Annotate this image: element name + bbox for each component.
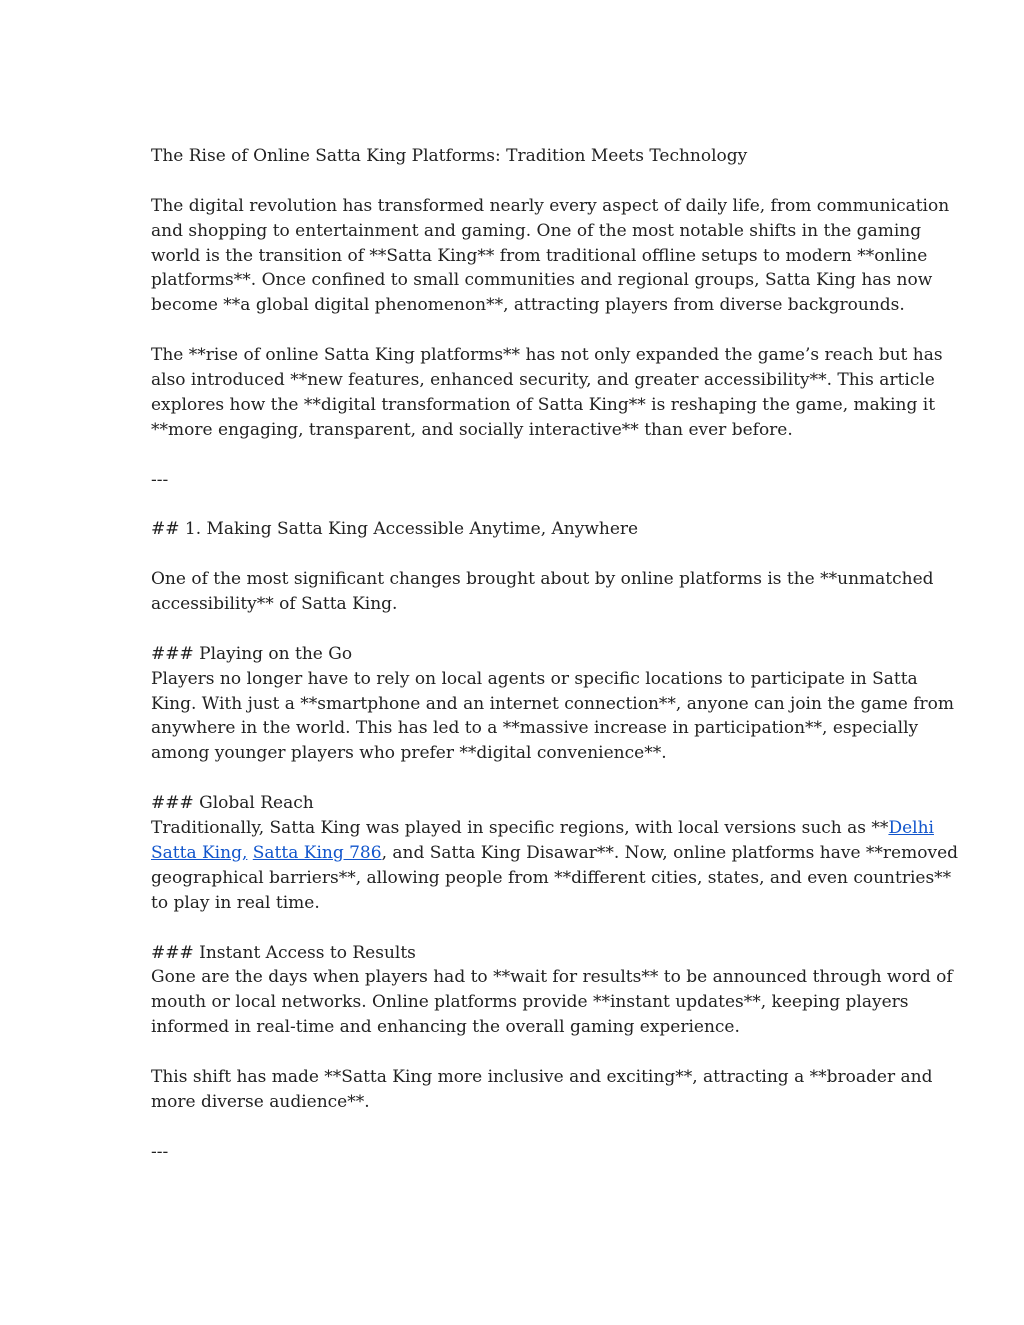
- paragraph-line: geographical barriers**, allowing people from **different cities, states, and even countries**: [151, 867, 952, 888]
- spacer: [151, 169, 881, 194]
- paragraph-line: world is the transition of **Satta King** from traditional offline setups to modern **online: [151, 245, 928, 266]
- paragraph-line: mouth or local networks. Online platforms provide **instant updates**, keeping players: [151, 992, 909, 1013]
- delhi-satta-king-link-continued[interactable]: Satta King,: [151, 842, 248, 863]
- spacer: [151, 1040, 881, 1065]
- spacer: [151, 916, 881, 941]
- paragraph-line: One of the most significant changes brought about by online platforms is the **unmatched: [151, 569, 934, 590]
- subsection-playing-on-the-go: [151, 642, 954, 766]
- spacer: [151, 1115, 881, 1140]
- subsection-global-reach: [151, 791, 959, 915]
- spacer: [151, 542, 881, 567]
- spacer: [151, 766, 881, 791]
- section-1-intro: [151, 567, 934, 617]
- paragraph-line: and shopping to entertainment and gaming. One of the most notable shifts in the gaming: [151, 220, 922, 241]
- paragraph-line: more diverse audience**.: [151, 1091, 370, 1112]
- spacer: [151, 492, 881, 517]
- paragraph-line: become **a global digital phenomenon**, attracting players from diverse backgrounds.: [151, 295, 905, 316]
- paragraph-line: informed in real-time and enhancing the overall gaming experience.: [151, 1017, 740, 1038]
- document-title: The Rise of Online Satta King Platforms: Tradition Meets Technology: [151, 146, 748, 166]
- paragraph-line: King. With just a **smartphone and an internet connection**, anyone can join the game from: [151, 693, 954, 714]
- paragraph-line: among younger players who prefer **digital convenience**.: [151, 743, 667, 764]
- subsection-heading: ### Global Reach: [151, 793, 314, 814]
- divider-text: ---: [151, 469, 169, 490]
- section-heading: ## 1. Making Satta King Accessible Anytime, Anywhere: [151, 519, 639, 540]
- subsection-heading: ### Playing on the Go: [151, 643, 353, 664]
- paragraph-line: [151, 816, 934, 841]
- paragraph-line: accessibility** of Satta King.: [151, 594, 398, 615]
- text-run: Traditionally, Satta King was played in specific regions, with local versions such as **: [151, 818, 889, 839]
- subsection-heading: ### Instant Access to Results: [151, 942, 416, 963]
- divider-text: ---: [151, 1141, 169, 1162]
- paragraph-line: This shift has made **Satta King more inclusive and exciting**, attracting a **broader and: [151, 1066, 933, 1087]
- paragraph-line: Players no longer have to rely on local agents or specific locations to participate in Satta: [151, 668, 918, 689]
- paragraph-line: to play in real time.: [151, 892, 320, 913]
- satta-king-786-link[interactable]: Satta King 786: [252, 842, 382, 863]
- spacer: [151, 443, 881, 468]
- spacer: [151, 318, 881, 343]
- subsection-instant-access: [151, 941, 953, 1041]
- paragraph-line: The **rise of online Satta King platforms** has not only expanded the game’s reach but has: [151, 345, 943, 366]
- text-run: , and Satta King Disawar**. Now, online platforms have **removed: [381, 842, 959, 863]
- document-page: [151, 144, 959, 1165]
- spacer: [151, 617, 881, 642]
- paragraph-line: explores how the **digital transformation of Satta King** is reshaping the game, making it: [151, 394, 936, 415]
- intro-paragraph-2: [151, 343, 943, 443]
- paragraph-line: also introduced **new features, enhanced security, and greater accessibility**. This article: [151, 370, 935, 391]
- paragraph-line: [151, 841, 959, 866]
- paragraph-line: The digital revolution has transformed nearly every aspect of daily life, from communication: [151, 195, 950, 216]
- paragraph-line: anywhere in the world. This has led to a **massive increase in participation**, especially: [151, 718, 919, 739]
- intro-paragraph-1: [151, 194, 950, 318]
- delhi-satta-king-link[interactable]: Delhi: [888, 818, 934, 839]
- paragraph-line: Gone are the days when players had to **wait for results** to be announced through word of: [151, 967, 953, 988]
- paragraph-line: **more engaging, transparent, and socially interactive** than ever before.: [151, 419, 793, 440]
- closing-paragraph: [151, 1065, 933, 1115]
- paragraph-line: platforms**. Once confined to small communities and regional groups, Satta King has now: [151, 270, 933, 291]
